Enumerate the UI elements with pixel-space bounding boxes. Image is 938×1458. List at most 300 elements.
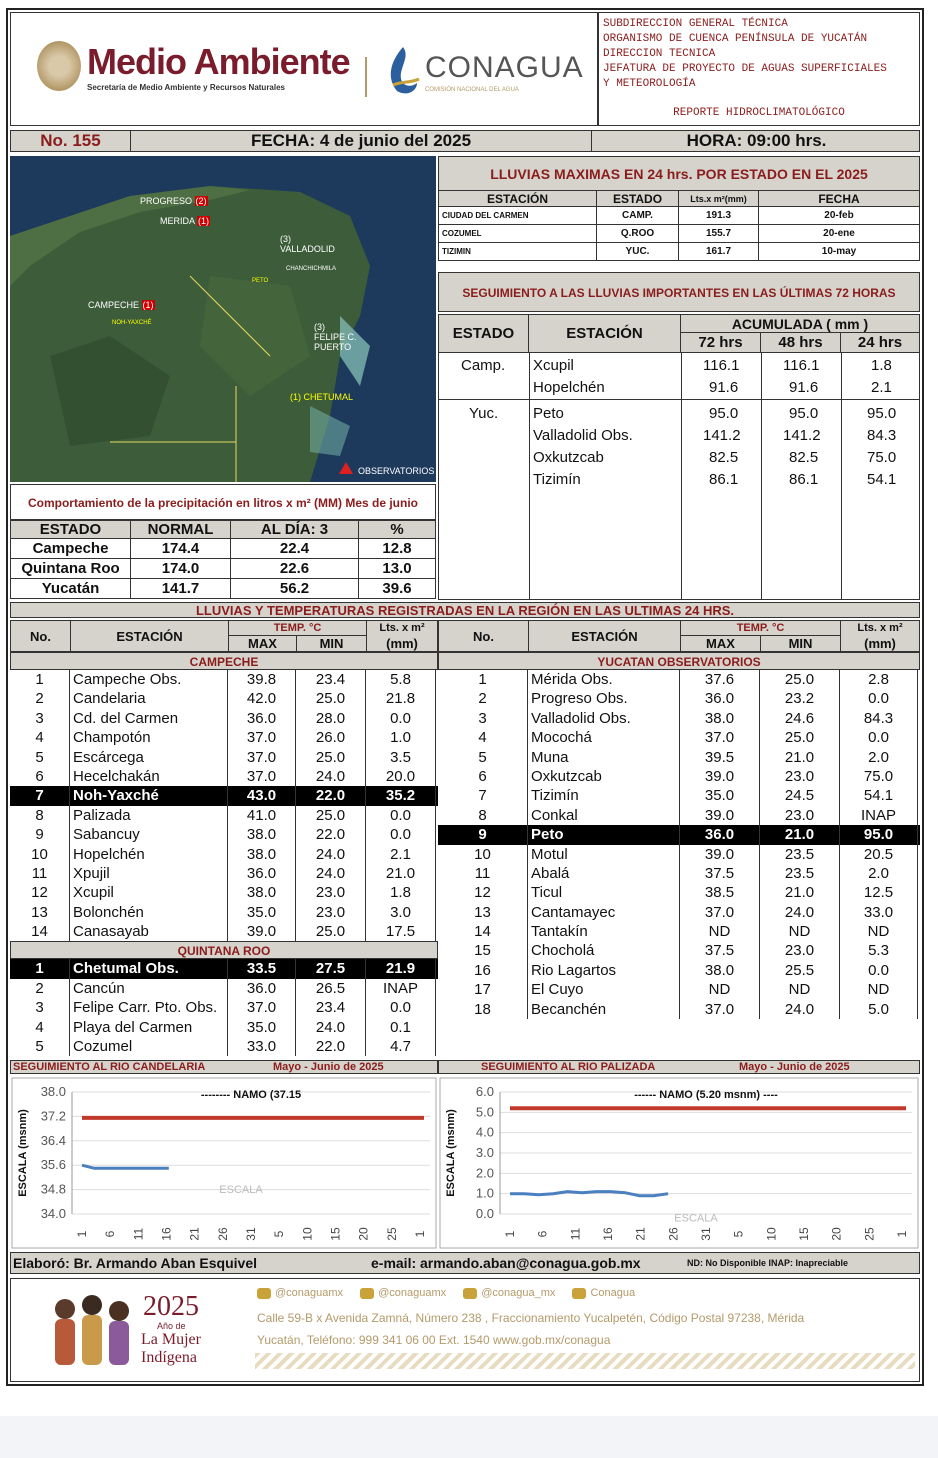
x-tick-label: 1 — [503, 1230, 517, 1238]
brand-conagua-sub: COMISIÓN NACIONAL DEL AGUA — [425, 87, 519, 93]
cell: Mocochá — [528, 728, 680, 747]
youtube-icon — [572, 1288, 586, 1299]
bulletin-number: No. 155 — [11, 131, 131, 151]
cell: 9 — [438, 825, 528, 844]
cell: 38.0 — [680, 961, 760, 980]
cell: 12 — [10, 883, 70, 902]
info-bar — [10, 130, 920, 152]
cell: 43.0 — [228, 786, 296, 805]
cell: 95.0 — [867, 405, 897, 422]
table-row — [438, 670, 920, 689]
cell: YUC. — [597, 243, 679, 261]
cell: Hopelchén — [70, 845, 228, 864]
cell: 16 — [438, 961, 528, 980]
table-row — [10, 1018, 438, 1037]
cell: 14 — [10, 922, 70, 941]
table-row — [438, 1000, 920, 1019]
y-tick-label: 4.0 — [475, 1124, 494, 1140]
col-lts: Lts.x m²(mm) — [679, 191, 759, 207]
table-row — [10, 786, 438, 805]
cell: Canasayab — [70, 922, 228, 941]
follow72-h-estado: ESTADO — [439, 315, 529, 353]
x-tick-label: 11 — [131, 1227, 146, 1241]
max-rain-table — [438, 156, 920, 261]
river-cand-title: SEGUIMIENTO AL RIO CANDELARIA — [13, 1061, 206, 1073]
cell: 37.5 — [680, 941, 760, 960]
cell: Muna — [528, 748, 680, 767]
table-row — [11, 539, 436, 559]
cell: 23.0 — [296, 883, 366, 902]
x-tick-label: 5 — [272, 1230, 287, 1238]
cell: El Cuyo — [528, 980, 680, 999]
table-row — [10, 903, 438, 922]
youtube-link[interactable] — [572, 1287, 635, 1299]
col-estado: ESTADO — [11, 521, 131, 539]
cell: 155.7 — [679, 225, 759, 243]
table-row — [438, 961, 920, 980]
y-tick-label: 35.6 — [40, 1157, 66, 1173]
cell: 22.0 — [296, 1037, 366, 1056]
cell: 37.0 — [680, 1000, 760, 1019]
cell: 22.0 — [296, 786, 366, 805]
cell: ND — [680, 980, 760, 999]
cell: 25.0 — [296, 748, 366, 767]
follow72-h48: 48 hrs — [761, 333, 841, 353]
cell: 42.0 — [228, 689, 296, 708]
facebook-icon — [257, 1288, 271, 1299]
table-row — [438, 786, 920, 805]
y-tick-label: 34.0 — [40, 1206, 66, 1221]
cell: 84.3 — [840, 709, 918, 728]
table-row — [10, 825, 438, 844]
cell: 6 — [438, 767, 528, 786]
map-graphic — [10, 156, 436, 482]
cell: 33.0 — [840, 903, 918, 922]
col-mm: (mm) — [367, 636, 438, 652]
cell: 38.0 — [228, 883, 296, 902]
cell: 39.5 — [680, 748, 760, 767]
table-row — [438, 864, 920, 883]
x-tick-label: 1 — [413, 1230, 427, 1238]
cell: ND — [840, 922, 918, 941]
table-row — [10, 1037, 438, 1056]
x-tick-label: 26 — [666, 1227, 681, 1241]
cell: 3.5 — [366, 748, 436, 767]
follow72-vline — [681, 353, 682, 599]
x-tick-label: 21 — [187, 1227, 202, 1241]
cell: 14 — [438, 922, 528, 941]
region-right-header — [438, 620, 920, 652]
twitter-link[interactable] — [463, 1287, 555, 1299]
y-axis-label: ESCALA (msnm) — [445, 1109, 457, 1197]
river-candelaria-chart — [10, 1076, 438, 1250]
brand-conagua: CONAGUA — [425, 51, 584, 84]
cell: 3.0 — [366, 903, 436, 922]
table-row — [438, 883, 920, 902]
table-row — [438, 941, 920, 960]
cell: Progreso Obs. — [528, 689, 680, 708]
cell: 37.0 — [680, 728, 760, 747]
table-row — [438, 825, 920, 844]
cell: 18 — [438, 1000, 528, 1019]
follow72-vline — [841, 353, 842, 599]
x-tick-label: 21 — [633, 1227, 648, 1241]
cell: 13 — [10, 903, 70, 922]
cell: 0.0 — [366, 709, 436, 728]
cell: 0.1 — [366, 1018, 436, 1037]
table-row — [438, 728, 920, 747]
cell: 0.0 — [366, 998, 436, 1017]
col-estacion: ESTACIÓN — [439, 191, 597, 207]
cell: 37.0 — [680, 903, 760, 922]
col-max: MAX — [229, 636, 297, 652]
cell: Tantakín — [528, 922, 680, 941]
cell: 10 — [438, 845, 528, 864]
map-label-chanchichmila: CHANCHICHMILA — [286, 266, 337, 272]
cell: 5 — [438, 748, 528, 767]
x-tick-label: 25 — [862, 1227, 877, 1241]
cell: 2 — [10, 979, 70, 998]
cell: 37.6 — [680, 670, 760, 689]
cell: ND — [680, 922, 760, 941]
cell: Valladolid Obs. — [533, 427, 633, 444]
x-tick-label: 25 — [384, 1227, 399, 1241]
year-title-1: La Mujer — [141, 1331, 201, 1348]
instagram-link[interactable] — [360, 1287, 446, 1299]
cell: 21.0 — [760, 825, 840, 844]
table-row — [10, 709, 438, 728]
cell: 39.0 — [228, 922, 296, 941]
agency-line: Y METEOROLOGÍA — [603, 78, 696, 90]
cell: 36.0 — [680, 825, 760, 844]
cell: Oxkutzcab — [528, 767, 680, 786]
cell: 0.0 — [840, 961, 918, 980]
map-label-progreso: PROGRESO (2) — [140, 196, 207, 206]
cell: 23.0 — [760, 806, 840, 825]
x-tick-label: 16 — [159, 1227, 174, 1241]
map-label-valladolid: (3) VALLADOLID — [280, 234, 335, 254]
cell: 39.0 — [680, 806, 760, 825]
table-row — [11, 579, 436, 599]
cell: 75.0 — [840, 767, 918, 786]
cell: 24.0 — [760, 903, 840, 922]
table-row — [438, 980, 920, 999]
cell: Peto — [528, 825, 680, 844]
brand-medio-ambiente: Medio Ambiente — [87, 41, 350, 82]
table-row — [10, 922, 438, 941]
bottom-margin — [0, 1416, 938, 1458]
cell: Oxkutzcab — [533, 449, 604, 466]
cell: 56.2 — [231, 579, 359, 599]
cell: Cd. del Carmen — [70, 709, 228, 728]
table-row — [10, 728, 438, 747]
cell: Campeche — [11, 539, 131, 559]
cell: 54.1 — [867, 471, 897, 488]
follow72-h-acum: ACUMULADA ( mm ) — [681, 315, 919, 333]
map-label-noh-yaxche: NOH-YAXCHÉ — [112, 320, 152, 326]
river-palizada-chart — [438, 1076, 920, 1250]
x-tick-label: 15 — [797, 1227, 811, 1241]
agency-line: JEFATURA DE PROYECTO DE AGUAS SUPERFICIALES — [603, 63, 887, 75]
x-tick-label: 10 — [300, 1227, 315, 1241]
cell: 27.5 — [296, 959, 366, 978]
escala-label: ESCALA — [219, 1184, 263, 1197]
cell: 23.4 — [296, 670, 366, 689]
cell: Campeche Obs. — [70, 670, 228, 689]
follow72-estado: Yuc. — [469, 405, 499, 422]
facebook-link[interactable] — [257, 1287, 343, 1299]
table-row — [438, 748, 920, 767]
col-no: No. — [439, 621, 529, 652]
cell: 21.0 — [366, 864, 436, 883]
section-title: CAMPECHE — [10, 652, 438, 670]
twitter-icon — [463, 1288, 477, 1299]
river-pal-period: Mayo - Junio de 2025 — [739, 1061, 850, 1073]
region-right-body — [438, 652, 920, 1019]
follow72-title: SEGUIMIENTO A LAS LLUVIAS IMPORTANTES EN LAS ÚLTIMAS 72 HORAS — [438, 272, 920, 312]
x-tick-label: 15 — [328, 1227, 343, 1241]
cell: 12.8 — [359, 539, 436, 559]
cell: 25.5 — [760, 961, 840, 980]
cell: INAP — [840, 806, 918, 825]
cell: 82.5 — [789, 449, 819, 466]
year-title-2: Indígena — [141, 1349, 197, 1366]
cell: 82.5 — [709, 449, 739, 466]
cell: 86.1 — [789, 471, 819, 488]
col-al-dia: AL DÍA: 3 — [231, 521, 359, 539]
cell: 116.1 — [783, 357, 820, 374]
footer-address-1: Calle 59-B x Avenida Zamná, Número 238 , Fraccionamiento Yucalpetén, Código Postal 97238, Mérida — [257, 1311, 805, 1325]
cell: CIUDAD DEL CARMEN — [439, 207, 597, 225]
y-tick-label: 6.0 — [475, 1084, 494, 1099]
cell: Playa del Carmen — [70, 1018, 228, 1037]
satellite-map — [10, 156, 436, 482]
cell: 174.4 — [131, 539, 231, 559]
table-row — [11, 559, 436, 579]
cell: INAP — [366, 979, 436, 998]
y-tick-label: 2.0 — [475, 1165, 494, 1181]
cell: 1.8 — [366, 883, 436, 902]
cell: 37.5 — [680, 864, 760, 883]
cell: 21.0 — [760, 883, 840, 902]
table-row — [10, 998, 438, 1017]
cell: 91.6 — [709, 379, 739, 396]
table-row — [439, 225, 920, 243]
cell: 33.5 — [228, 959, 296, 978]
cell: Hecelchakán — [70, 767, 228, 786]
cell: 0.0 — [840, 689, 918, 708]
cell: 3 — [10, 998, 70, 1017]
cell: 5.8 — [366, 670, 436, 689]
header-logos — [10, 12, 598, 126]
cell: 141.2 — [703, 427, 741, 444]
cell: Felipe Carr. Pto. Obs. — [70, 998, 228, 1017]
cell: 0.0 — [366, 825, 436, 844]
region-left-header — [10, 620, 438, 652]
cell: 36.0 — [228, 709, 296, 728]
instagram-icon — [360, 1288, 374, 1299]
cell: 26.0 — [296, 728, 366, 747]
cell: ND — [760, 980, 840, 999]
cell: 38.0 — [228, 845, 296, 864]
cell: 20.0 — [366, 767, 436, 786]
cell: 28.0 — [296, 709, 366, 728]
cell: 24.5 — [760, 786, 840, 805]
agency-line: ORGANISMO DE CUENCA PENÍNSULA DE YUCATÁN — [603, 33, 868, 45]
table-row — [438, 922, 920, 941]
cell: Bolonchén — [70, 903, 228, 922]
cell: 8 — [10, 806, 70, 825]
footer — [10, 1278, 920, 1382]
cell: 7 — [438, 786, 528, 805]
cell: 21.9 — [366, 959, 436, 978]
year-2025: 2025 — [143, 1291, 199, 1322]
cell: 174.0 — [131, 559, 231, 579]
cell: 84.3 — [867, 427, 897, 444]
social-links — [257, 1287, 635, 1299]
monthly-table — [10, 520, 436, 599]
footer-notes: ND: No Disponible INAP: Inapreciable — [687, 1258, 849, 1268]
cell: 95.0 — [709, 405, 739, 422]
cell: 141.2 — [783, 427, 821, 444]
cell: ND — [760, 922, 840, 941]
cell: 17 — [438, 980, 528, 999]
section-title: YUCATAN OBSERVATORIOS — [438, 652, 920, 670]
cell: 86.1 — [709, 471, 739, 488]
cell: 38.0 — [680, 709, 760, 728]
table-row — [438, 845, 920, 864]
report-page — [6, 8, 924, 1386]
cell: 1 — [438, 670, 528, 689]
cell: 23.2 — [760, 689, 840, 708]
map-label-campeche: CAMPECHE (1) — [88, 300, 154, 310]
table-row — [10, 864, 438, 883]
cell: Conkal — [528, 806, 680, 825]
cell: Chetumal Obs. — [70, 959, 228, 978]
x-tick-label: 6 — [535, 1230, 550, 1238]
follow72-h72: 72 hrs — [681, 333, 761, 353]
x-tick-label: 1 — [75, 1230, 89, 1238]
col-normal: NORMAL — [131, 521, 231, 539]
cell: 20-ene — [759, 225, 920, 243]
cell: 3 — [10, 709, 70, 728]
decorative-pattern — [255, 1353, 915, 1369]
cell: 191.3 — [679, 207, 759, 225]
col-temp: TEMP. °C — [681, 621, 841, 636]
footer-elaboro: Elaboró: Br. Armando Aban Esquivel — [13, 1255, 258, 1271]
cell: 5 — [10, 748, 70, 767]
cell: 4 — [10, 1018, 70, 1037]
cell: Abalá — [528, 864, 680, 883]
cell: Candelaria — [70, 689, 228, 708]
col-no: No. — [11, 621, 71, 652]
conagua-logo-icon — [383, 45, 421, 97]
cell: 22.4 — [231, 539, 359, 559]
follow72-estado: Camp. — [461, 357, 506, 374]
cell: Ticul — [528, 883, 680, 902]
follow72-vline — [529, 353, 530, 599]
agency-block — [598, 12, 920, 126]
map-label-chetumal: (1) CHETUMAL — [290, 392, 354, 402]
cell: 4.7 — [366, 1037, 436, 1056]
cell: Becanchén — [528, 1000, 680, 1019]
max-rain-title: LLUVIAS MAXIMAS EN 24 hrs. POR ESTADO EN EL 2025 — [439, 157, 920, 191]
indigenous-women-illustration-icon — [47, 1289, 137, 1369]
col-pct: % — [359, 521, 436, 539]
follow72-h24: 24 hrs — [841, 333, 919, 353]
cell: 24.0 — [296, 845, 366, 864]
map-legend-observatorios: OBSERVATORIOS — [358, 466, 435, 476]
x-tick-label: 11 — [568, 1227, 583, 1241]
cell: Motul — [528, 845, 680, 864]
y-tick-label: 1.0 — [475, 1185, 494, 1201]
cell: 37.0 — [228, 998, 296, 1017]
cell: 5 — [10, 1037, 70, 1056]
cell: 95.0 — [840, 825, 918, 844]
cell: 75.0 — [867, 449, 897, 466]
monthly-title: Comportamiento de la precipitación en litros x m² (MM) Mes de junio — [10, 484, 436, 520]
cell: 91.6 — [789, 379, 819, 396]
river-pal-title: SEGUIMIENTO AL RIO PALIZADA — [481, 1061, 656, 1073]
footer-email[interactable]: e-mail: armando.aban@conagua.gob.mx — [371, 1255, 641, 1271]
cell: 11 — [438, 864, 528, 883]
cell: 24.0 — [296, 1018, 366, 1037]
cell: ND — [840, 980, 918, 999]
y-tick-label: 38.0 — [40, 1084, 66, 1099]
col-min: MIN — [761, 636, 841, 652]
follow72-hline — [439, 399, 919, 400]
cell: 10 — [10, 845, 70, 864]
region-left-body — [10, 652, 438, 1056]
col-estado: ESTADO — [597, 191, 679, 207]
cell: 7 — [10, 786, 70, 805]
river-pal-header — [438, 1060, 920, 1074]
cell: TIZIMIN — [439, 243, 597, 261]
cell: Quintana Roo — [11, 559, 131, 579]
cell: 39.6 — [359, 579, 436, 599]
cell: 2.0 — [840, 748, 918, 767]
table-row — [10, 883, 438, 902]
y-tick-label: 3.0 — [475, 1145, 494, 1160]
cell: Noh-Yaxché — [70, 786, 228, 805]
cell: 33.0 — [228, 1037, 296, 1056]
table-row — [10, 959, 438, 978]
cell: 23.0 — [760, 941, 840, 960]
social-label: @conagua_mx — [481, 1287, 556, 1299]
cell: 6 — [10, 767, 70, 786]
cell: Yucatán — [11, 579, 131, 599]
cell: Cozumel — [70, 1037, 228, 1056]
table-row — [438, 709, 920, 728]
y-axis-label: ESCALA (msnm) — [17, 1109, 29, 1197]
cell: 15 — [438, 941, 528, 960]
cell: 1 — [10, 670, 70, 689]
cell: 25.0 — [760, 728, 840, 747]
cell: 10-may — [759, 243, 920, 261]
escala-label: ESCALA — [674, 1212, 718, 1225]
table-row — [438, 767, 920, 786]
cell: 25.0 — [296, 922, 366, 941]
cell: 2.8 — [840, 670, 918, 689]
cell: 37.0 — [228, 748, 296, 767]
col-min: MIN — [297, 636, 367, 652]
y-tick-label: 37.2 — [40, 1108, 66, 1124]
cell: Hopelchén — [533, 379, 605, 396]
social-label: Conagua — [590, 1287, 636, 1299]
cell: 1.8 — [871, 357, 892, 374]
cell: 23.5 — [760, 864, 840, 883]
cell: 17.5 — [366, 922, 436, 941]
